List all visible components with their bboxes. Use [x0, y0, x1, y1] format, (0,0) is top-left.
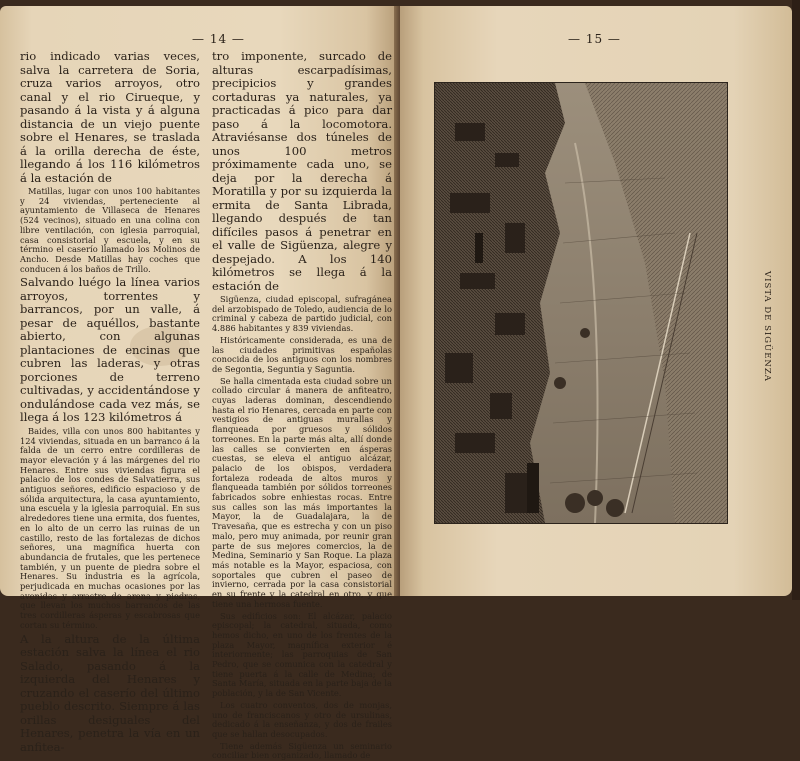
paragraph: Los cuatro conventos, dos de monjas, uno de franciscanos y otro de ursulinas, dedicado á la enseñanza, y dos de frailes que se hallan desocupados. — [212, 699, 392, 739]
engraving-view-of-siguenza — [435, 83, 727, 523]
book-edge — [792, 0, 800, 600]
text-column-2 — [212, 49, 392, 761]
illustration-caption: VISTA DE SIGÜENZA — [762, 270, 772, 382]
paragraph: Matillas, lugar con unos 100 habitantes y 24 viviendas, perteneciente al ayuntamiento de Villaseca de Henares (524 vecinos), situado en una colina con libre ventilación, con iglesia parroquial, casa consistorial y escuela, y en su término el caserío llamado los Molinos de Ancho. Desde Matillas hay coches que conducen á los baños de Trillo. — [20, 186, 200, 274]
paragraph: Sigüenza, ciudad episcopal, sufragánea del arzobispado de Toledo, audiencia de lo criminal y cabeza de partido judicial, con 4.886 habitantes y 839 viviendas. — [212, 294, 392, 334]
paragraph: Baides, villa con unos 800 habitantes y 124 viviendas, situada en un barranco á la falda de un cerro entre cordilleras de mayor elevación y á las márgenes del rio Henares. Entre sus viviendas figura el palacio de los condes de Salvatierra, sus antiguos señores, edificio espacioso y de sólida arquitectura, la casa ayuntamiento, una escuela y la iglesia parroquial. En sus alrededores tiene una ermita, dos fuentes, en lo alto de un cerro las ruinas de un castillo, resto de las fortalezas de dichos señores, una magnífica huerta con abundancia de frutales, que les pertenece también, y un puente de piedra sobre el Henares. Su industria es la agrícola, perjudicada en muchas ocasiones por las avenidas y arrastre de arena y piedras, que llevan los muchos barrancos de las tres cordilleras ásperas y escabrosas que cortan su término. — [20, 425, 200, 630]
paragraph: Se halla cimentada esta ciudad sobre un collado circular á manera de anfiteatro, cuyas laderas dominan, descendiendo hasta el rio Henares, cercada en parte con vestigios de antiguas murallas y flanqueada por gruesos y sólidos torreones. En la parte más alta, allí donde las calles se convierten en ásperas cuestas, se eleva el antiguo alcázar, palacio de los obispos, verdadera fortaleza rodeada de altos muros y flanqueada también por sólidos torreones fabricados sobre enhiestas rocas. Entre sus calles son las más importantes la Mayor, la de Guadalajara, la de Travesaña, que es estrecha y con un piso malo, pero muy animada, por reunir gran parte de sus mejores comercios, la de Medina, Seminario y San Roque. La plaza más notable es la Mayor, espaciosa, con soportales que cubren el paseo de invierno, cerrada por la casa consistorial en su frente y la catedral en otro, y que tiene una hermosa fuente. — [212, 375, 392, 609]
left-page — [0, 6, 398, 761]
paragraph: Sus edificios son: El alcázar, palacio episcopal; la catedral, situada, como hemos dicho, en uno de los frentes de la plaza Mayor, magnífica exterior é interiormente; las parroquias de San Pedro, que se comunica con la catedral y tiene puerta á la calle de Medina; de Santa María, situada en la parte baja de la población, y la de San Vicente. — [212, 610, 392, 699]
page-number-15: — 15 — — [568, 32, 621, 46]
paragraph: Tiene además Sigüenza un seminario conciliar bien organizado, llamado de — [212, 740, 392, 761]
engraving-illustration — [434, 82, 728, 524]
page-number-14: — 14 — — [192, 32, 245, 46]
paragraph: A la altura de la última estación salva la línea el rio Salado, pasando á la izquierda del Henares y cruzando el caserío del último pueblo descrito. Siempre á las orillas desiguales del Henares, penetra la vía en un anfitea- — [20, 631, 200, 754]
right-page — [400, 6, 792, 596]
text-column-1 — [20, 49, 200, 754]
paragraph: tro imponente, surcado de alturas escarpadísimas, precipicios y grandes cortaduras ya naturales, ya practicadas á pico para dar paso á la locomotora. Atraviésanse dos túneles de unos 100 metros próximamente cada uno, se deja por la derecha á Moratilla y por su izquierda la ermita de Santa Librada, llegando después de tan difíciles pasos á penetrar en el valle de Sigüenza, alegre y despejado. A los 140 kilómetros se llega á la estación de — [212, 49, 392, 293]
paragraph: Históricamente considerada, es una de las ciudades primitivas españolas conocida de los antiguos con los nombres de Segontia, Seguntia y Saguntia. — [212, 334, 392, 374]
paragraph: rio indicado varias veces, salva la carretera de Soria, cruza varios arroyos, otro canal y el rio Cirueque, y pasando á la vista y á alguna distancia de un viejo puente sobre el Henares, se traslada á la orilla derecha de éste, llegando á los 116 kilómetros á la estación de — [20, 49, 200, 185]
paragraph: Salvando luégo la línea varios arroyos, torrentes y barrancos, por un valle, á pesar de aquéllos, bastante abierto, con algunas plantaciones de encinas que cubren las laderas, y otras porciones de terreno cultivadas, y accidentándose y ondulándose cada vez más, se llega á los 123 kilómetros á — [20, 275, 200, 425]
